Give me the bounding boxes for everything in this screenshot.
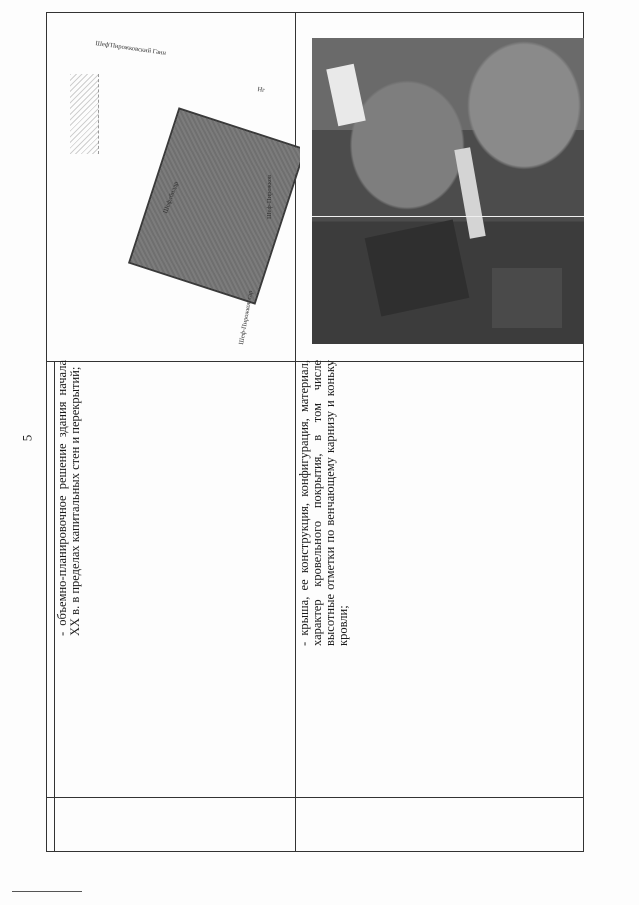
cadastral-map — [60, 14, 300, 354]
photo-roof-highlight — [326, 64, 365, 127]
row-2-description: - крыша, ее конструкция, конфигурация, материал, характер кровельного покрытия, в том числе высотные отметки по венчающему карнизу и коньку кровли; — [297, 360, 350, 646]
footnote-rule — [12, 891, 82, 892]
photo-building — [492, 268, 562, 328]
map-label: Шефлбилдр — [162, 180, 181, 215]
map-label: Шеф-Пирожков — [266, 174, 273, 219]
page-number: 5 — [19, 434, 35, 442]
map-label: Нг — [257, 86, 266, 94]
map-label: Шеф'Пирожковский Ганн — [95, 40, 167, 57]
map-parcel — [128, 107, 300, 304]
row-1-description: - объемно-планировочное решение здания начала XX в. в пределах капитальных стен и перекрытий; — [55, 360, 82, 636]
aerial-photo — [312, 38, 584, 344]
photo-shadow — [365, 220, 470, 317]
photo-scanline — [312, 216, 584, 217]
map-hatch — [70, 74, 99, 154]
map-label: Шеф-Пирожков сар — [238, 290, 255, 346]
photo-roof-highlight — [454, 147, 485, 238]
row-divider — [47, 797, 583, 798]
